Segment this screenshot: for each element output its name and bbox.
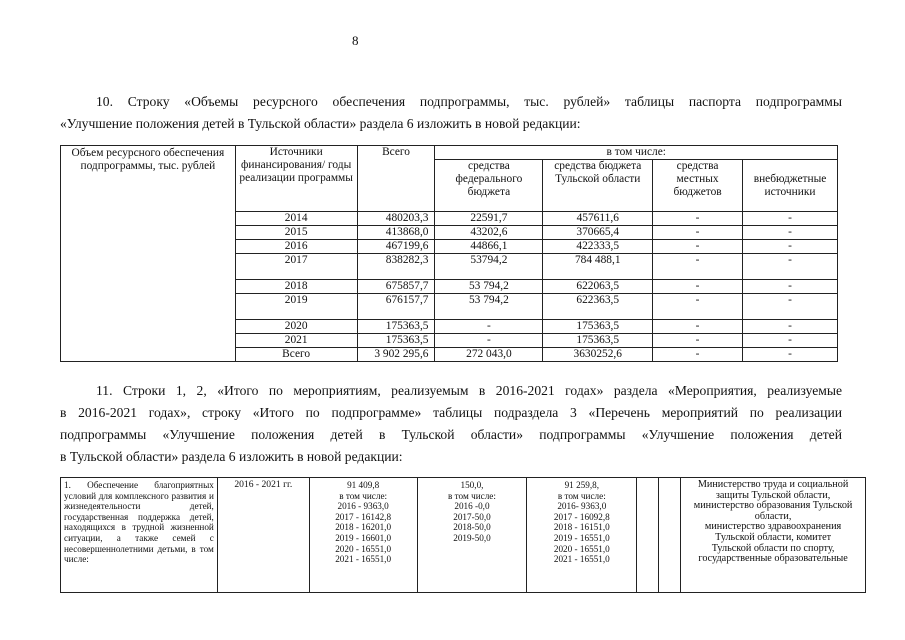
regional-cell: 422333,5 [543,240,653,254]
executor-line: Тульской области по спорту, [711,542,835,554]
page-number: 8 [352,33,359,48]
federal-value: 150,0, [460,480,484,490]
local-cell: - [653,320,743,334]
total-cell: 175363,5 [357,320,435,334]
local-cell: - [653,334,743,348]
year-amount: 2019 - 16601,0 [335,532,392,543]
paragraph-10-line: 10. Строку «Объемы ресурсного обеспечения подпрограммы, тыс. рублей» таблицы паспорта подпрограммы [96,94,842,109]
local-cell: - [653,280,743,294]
year-amount: 2021 - 16551,0 [553,554,610,565]
paragraph-11-line: 11. Строки 1, 2, «Итого по мероприятиям, реализуемым в 2016-2021 годах» раздела «Мероприятия, реализуемые [96,383,842,398]
regional-cell: 784 488,1 [543,254,653,280]
local-cell: - [653,240,743,254]
measure-regional [527,478,637,593]
federal-cell: 272 043,0 [435,348,543,362]
federal-cell: 44866,1 [435,240,543,254]
header-local: средства местных бюджетов [653,160,743,212]
regional-cell: 622363,5 [543,294,653,320]
year-cell: 2018 [235,280,357,294]
header-sources: Источники финансирования/ годы реализации программы [235,146,357,212]
header-federal: средства федерального бюджета [435,160,543,212]
measure-executors [681,478,866,593]
measure-period: 2016 - 2021 гг. [217,478,309,593]
measure-local-empty [637,478,659,593]
year-cell: 2019 [235,294,357,320]
extra-cell: - [743,348,838,362]
regional-cell: 370665,4 [543,226,653,240]
paragraph-11-line: в Тульской области» раздела 6 изложить в новой редакции: [60,449,403,464]
year-cell: 2020 [235,320,357,334]
paragraph-11-line: в 2016-2021 годах», строку «Итого по подпрограмме» таблицы подраздела 3 «Перечень мероприятий по реализации [60,405,842,420]
total-cell: 676157,7 [357,294,435,320]
measures-table [60,477,866,593]
total-including-label: в том числе: [339,490,388,501]
header-regional: средства бюджета Тульской области [543,160,653,212]
executor-line: Тульской области, комитет [715,531,832,543]
measure-federal [417,478,527,593]
year-amount: 2019 - 16551,0 [553,532,610,543]
measure-description: 1. Обеспечение благоприятных условий для комплексного развития и жизнедеятельности детей, государственная поддержка детей, находящихся в трудной жизненной ситуации, а также семей с несовершеннолетними детьми, в том числе: [61,478,218,593]
regional-cell: 457611,6 [543,212,653,226]
federal-cell: - [435,334,543,348]
year-cell: 2021 [235,334,357,348]
total-cell: 3 902 295,6 [357,348,435,362]
paragraph-10-line: «Улучшение положения детей в Тульской области» раздела 6 изложить в новой редакции: [60,116,581,131]
year-amount: 2017 - 16142,8 [335,511,392,522]
year-amount: 2020 - 16551,0 [335,543,392,554]
extra-cell: - [743,294,838,320]
year-amount: 2018-50,0 [453,522,491,533]
local-cell: - [653,348,743,362]
year-amount: 2017 - 16092,8 [553,511,610,522]
federal-cell: 53 794,2 [435,280,543,294]
total-cell: 413868,0 [357,226,435,240]
extra-cell: - [743,320,838,334]
header-resource-volume: Объем ресурсного обеспечения подпрограммы, тыс. рублей [61,146,236,362]
resource-table [60,145,838,362]
local-cell: - [653,254,743,280]
year-amount: 2016 -0,0 [454,501,490,512]
year-cell: 2017 [235,254,357,280]
regional-cell: 3630252,6 [543,348,653,362]
federal-including-label: в том числе: [448,490,496,501]
year-cell: 2014 [235,212,357,226]
regional-cell: 175363,5 [543,320,653,334]
measure-extra-empty [659,478,681,593]
paragraph-10 [60,91,842,135]
year-cell: Всего [235,348,357,362]
total-cell: 675857,7 [357,280,435,294]
year-amount: 2018 - 16151,0 [553,522,610,533]
federal-cell: - [435,320,543,334]
executor-line: государственные образовательные [698,553,848,565]
year-amount: 2021 - 16551,0 [335,554,392,565]
federal-cell: 53794,2 [435,254,543,280]
year-amount: 2017-50,0 [453,511,491,522]
local-cell: - [653,212,743,226]
extra-cell: - [743,226,838,240]
total-cell: 175363,5 [357,334,435,348]
regional-cell: 175363,5 [543,334,653,348]
year-cell: 2016 [235,240,357,254]
regional-cell: 622063,5 [543,280,653,294]
year-amount: 2016- 9363,0 [557,501,607,512]
federal-cell: 22591,7 [435,212,543,226]
extra-cell: - [743,212,838,226]
extra-cell: - [743,280,838,294]
total-cell: 838282,3 [357,254,435,280]
year-amount: 2016 - 9363,0 [337,501,389,512]
executor-line: Министерство труда и социальной [697,479,849,490]
executor-line: министерство образования Тульской [693,500,853,512]
header-including: в том числе: [435,146,838,160]
year-amount: 2019-50,0 [453,532,491,543]
total-value: 91 409,8 [347,480,380,490]
regional-value: 91 259,8, [564,480,600,490]
executor-line: защиты Тульской области, [715,489,831,501]
header-extra: внебюджетные источники [743,160,838,212]
extra-cell: - [743,334,838,348]
paragraph-11 [60,380,842,468]
year-amount: 2020 - 16551,0 [553,543,610,554]
year-amount: 2018 - 16201,0 [335,522,392,533]
local-cell: - [653,294,743,320]
measure-total [309,478,417,593]
total-cell: 480203,3 [357,212,435,226]
paragraph-11-line: подпрограммы «Улучшение положения детей в Тульской области» подпрограммы «Улучшение положения детей [60,427,842,442]
executor-line: области, [754,510,792,522]
total-cell: 467199,6 [357,240,435,254]
federal-cell: 53 794,2 [435,294,543,320]
regional-including-label: в том числе: [557,490,606,501]
extra-cell: - [743,240,838,254]
local-cell: - [653,226,743,240]
executor-line: министерство здравоохранения [704,521,842,533]
year-cell: 2015 [235,226,357,240]
header-total: Всего [357,146,435,212]
federal-cell: 43202,6 [435,226,543,240]
extra-cell: - [743,254,838,280]
